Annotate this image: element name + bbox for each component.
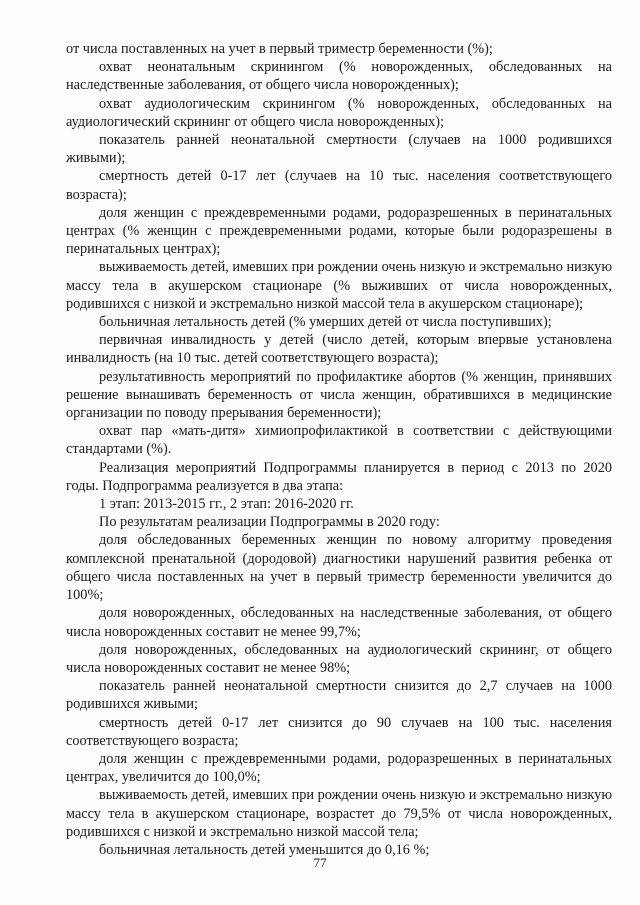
paragraph: доля женщин с преждевременными родами, родоразрешенных в перинатальных центрах (% женщин с преждевременными родами, которые были родоразрешены в перинатальных центрах); <box>66 204 612 258</box>
paragraph: доля женщин с преждевременными родами, родоразрешенных в перинатальных центрах, увеличится до 100,0%; <box>66 750 612 786</box>
paragraph: показатель ранней неонатальной смертности снизится до 2,7 случаев на 1000 родившихся живыми; <box>66 678 612 713</box>
paragraph: выживаемость детей, имевших при рождении очень низкую и экстремально низкую массу тела в акушерском стационаре (% выживших от числа новорожденных, родившихся с низкой и экстремально низкой массой тела в акушерском стационаре); <box>66 259 612 312</box>
paragraph: от числа поставленных на учет в первый триместр беременности (%); <box>66 41 493 57</box>
paragraph: охват пар «мать-дитя» химиопрофилактикой в соответствии с действующими стандартами (%). <box>66 423 612 458</box>
paragraph: показатель ранней неонатальной смертности (случаев на 1000 родившихся живыми); <box>66 132 612 167</box>
paragraph: охват неонатальным скринингом (% новорожденных, обследованных на наследственные заболевания, от общего числа новорожденных); <box>66 59 612 94</box>
paragraph: доля новорожденных, обследованных на наследственные заболевания, от общего числа новорожденных составит не менее 99,7%; <box>66 605 612 640</box>
paragraph: смертность детей 0-17 лет снизится до 90 случаев на 100 тыс. населения соответствующего возраста; <box>66 714 612 749</box>
paragraph: больничная летальность детей уменьшится до 0,16 %; <box>99 841 430 858</box>
page-number: 77 <box>313 855 327 870</box>
paragraph: результативность мероприятий по профилактике абортов (% женщин, принявших решение вынашивать беременность от числа женщин, обратившихся в медицинские организации по поводу прерывания беременности); <box>66 368 612 422</box>
paragraph: выживаемость детей, имевших при рождении очень низкую и экстремально низкую массу тела в акушерском стационаре, возрастет до 79,5% от числа новорожденных, родившихся с низкой и экстремально низкой массой тела; <box>66 787 612 840</box>
body-text <box>66 40 612 859</box>
paragraph: больничная летальность детей (% умерших детей от числа поступивших); <box>99 314 552 331</box>
paragraph: доля обследованных беременных женщин по новому алгоритму проведения комплексной пренатальной (дородовой) диагностики нарушений развития ребенка от общего числа поставленных на учет в первый триместр беременности увеличится до 100%; <box>66 532 612 604</box>
paragraph: 1 этап: 2013-2015 гг., 2 этап: 2016-2020 гг. <box>99 496 354 513</box>
paragraph: первичная инвалидность у детей (число детей, которым впервые установлена инвалидность (на 10 тыс. детей соответствующего возраста); <box>66 332 612 367</box>
paragraph: По результатам реализации Подпрограммы в 2020 году: <box>99 514 440 531</box>
paragraph: доля новорожденных, обследованных на аудиологический скрининг, от общего числа новорожденных составит не менее 98%; <box>66 641 612 676</box>
paragraph: смертность детей 0-17 лет (случаев на 10 тыс. населения соответствующего возраста); <box>66 168 612 203</box>
paragraph: Реализация мероприятий Подпрограммы планируется в период с 2013 по 2020 годы. Подпрограмма реализуется в два этапа: <box>66 459 612 494</box>
paragraph: охват аудиологическим скринингом (% новорожденных, обследованных на аудиологический скрининг от общего числа новорожденных); <box>66 95 612 130</box>
